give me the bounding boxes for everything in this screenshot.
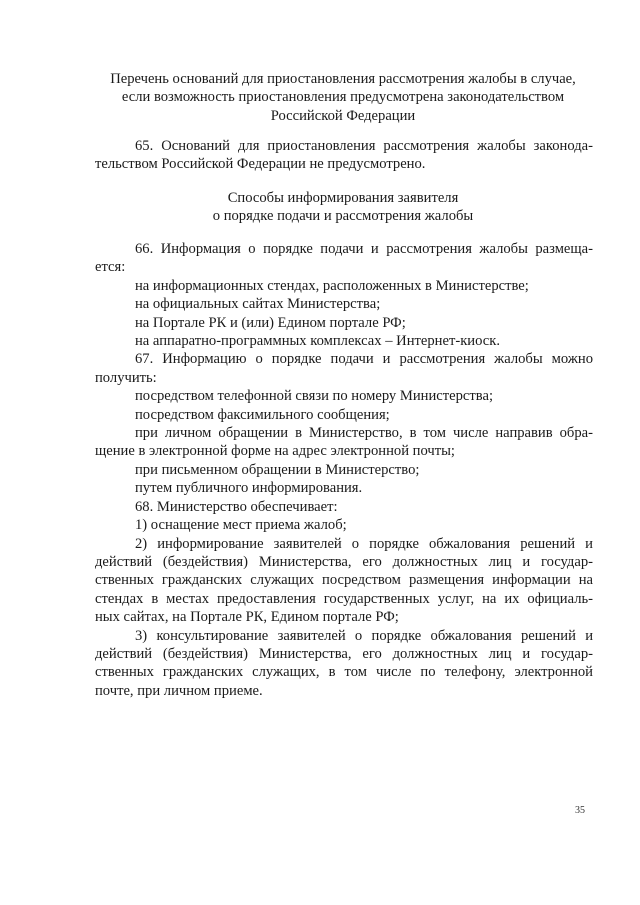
section-heading-informing [95, 189, 591, 226]
list-item-continuation: щение в электронной форме на адрес электронной почты; [95, 443, 455, 460]
paragraph-line: тельством Российской Федерации не предусмотрено. [95, 156, 426, 173]
list-item: 1) оснащение мест приема жалоб; [135, 517, 347, 534]
list-item: при личном обращении в Министерство, в том числе направив обра- [135, 425, 593, 442]
list-item: на информационных стендах, расположенных в Министерстве; [135, 277, 529, 294]
list-item: путем публичного информирования. [135, 480, 363, 497]
paragraph-line: 67. Информацию о порядке подачи и рассмотрения жалобы можно [135, 351, 593, 368]
heading-line: если возможность приостановления предусмотрена законодательством [121, 89, 565, 106]
list-item-continuation: ных сайтах, на Портале РК, Едином портале РФ; [95, 609, 399, 626]
list-item-continuation: стендах в местах предоставления государственных услуг, на их официаль- [95, 590, 593, 607]
paragraph-line: получить: [95, 369, 157, 386]
paragraph-line: 65. Оснований для приостановления рассмотрения жалобы законода- [135, 138, 593, 154]
paragraph-line: 66. Информация о порядке подачи и рассмотрения жалобы размеща- [135, 241, 593, 257]
list-item: на Портале РК и (или) Едином портале РФ; [135, 314, 406, 331]
list-item-continuation: почте, при личном приеме. [95, 682, 263, 699]
paragraph-line: 68. Министерство обеспечивает: [135, 498, 338, 515]
section-heading-suspension [95, 70, 591, 125]
list-item-continuation: ственных гражданских служащих посредством размещения информации на [95, 572, 593, 589]
list-item: 2) информирование заявителей о порядке обжалования решений и [135, 535, 593, 552]
list-item-continuation: ственных гражданских служащих, в том числе по телефону, электронной [95, 664, 593, 681]
heading-line: Российской Федерации [270, 107, 416, 124]
list-item-continuation: действий (бездействия) Министерства, его должностных лиц и государ- [95, 645, 593, 662]
paragraphs-66-68 [95, 240, 593, 700]
list-item: при письменном обращении в Министерство; [135, 461, 420, 478]
paragraph-65 [95, 137, 593, 174]
list-item: на официальных сайтах Министерства; [135, 296, 381, 313]
paragraph-line: ется: [95, 259, 126, 276]
list-item: 3) консультирование заявителей о порядке обжалования решений и [135, 627, 593, 644]
heading-line: о порядке подачи и рассмотрения жалобы [212, 208, 474, 225]
list-item-continuation: действий (бездействия) Министерства, его должностных лиц и государ- [95, 553, 593, 570]
list-item: на аппаратно-программных комплексах – Интернет-киоск. [135, 333, 500, 350]
list-item: посредством телефонной связи по номеру Министерства; [135, 388, 494, 405]
heading-line: Перечень оснований для приостановления рассмотрения жалобы в случае, [110, 71, 576, 87]
page-number: 35 [575, 805, 585, 816]
heading-line: Способы информирования заявителя [227, 190, 459, 206]
list-item: посредством факсимильного сообщения; [135, 406, 390, 423]
